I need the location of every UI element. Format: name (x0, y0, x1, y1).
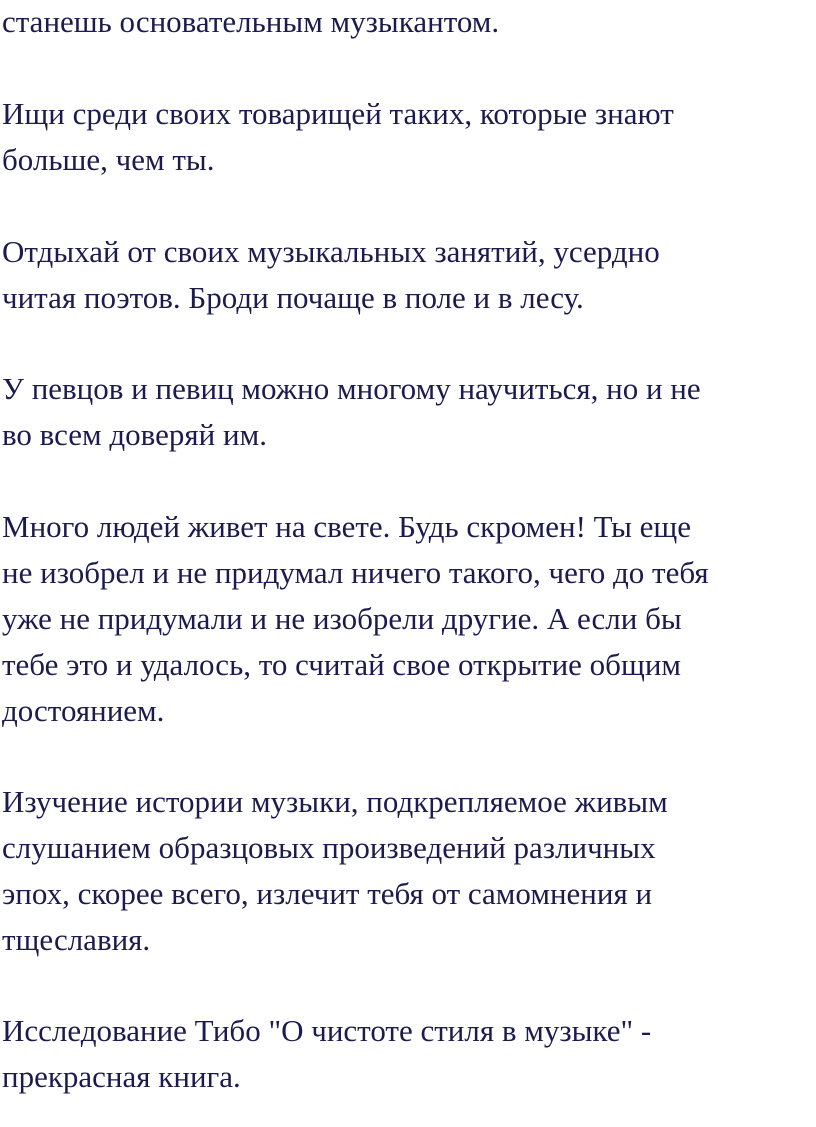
text-line: уже не придумали и не изобрели другие. А если бы (2, 601, 682, 636)
text-line: эпох, скорее всего, излечит тебя от самомнения и (2, 876, 653, 911)
text-line: больше, чем ты. (2, 142, 215, 177)
paragraph-1 (2, 0, 808, 45)
text-line: Изучение истории музыки, подкрепляемое живым (2, 784, 668, 819)
text-line: слушанием образцовых произведений различных (2, 830, 656, 865)
text-line: Исследование Тибо "О чистоте стиля в музыке" - (2, 1013, 652, 1048)
text-line: Ищи среди своих товарищей таких, которые знают (2, 96, 674, 131)
paragraph-7 (2, 1008, 808, 1100)
text-line: тщеславия. (2, 922, 151, 957)
paragraph-3 (2, 229, 808, 321)
text-line: достоянием. (2, 693, 165, 728)
text-line: не изобрел и не придумал ничего такого, чего до тебя (2, 555, 709, 590)
text-line: прекрасная книга. (2, 1059, 241, 1094)
paragraph-5 (2, 504, 808, 734)
text-line: У певцов и певиц можно многому научиться, но и не (2, 371, 701, 406)
text-line: во всем доверяй им. (2, 417, 267, 452)
text-line: станешь основательным музыкантом. (2, 4, 500, 39)
text-line: тебе это и удалось, то считай свое открытие общим (2, 647, 682, 682)
text-line: Отдыхай от своих музыкальных занятий, усердно (2, 234, 660, 269)
paragraph-4 (2, 366, 808, 458)
text-line: читая поэтов. Броди почаще в поле и в лесу. (2, 280, 584, 315)
paragraph-6 (2, 779, 808, 963)
paragraph-2 (2, 91, 808, 183)
text-line: Много людей живет на свете. Будь скромен! Ты еще (2, 509, 692, 544)
